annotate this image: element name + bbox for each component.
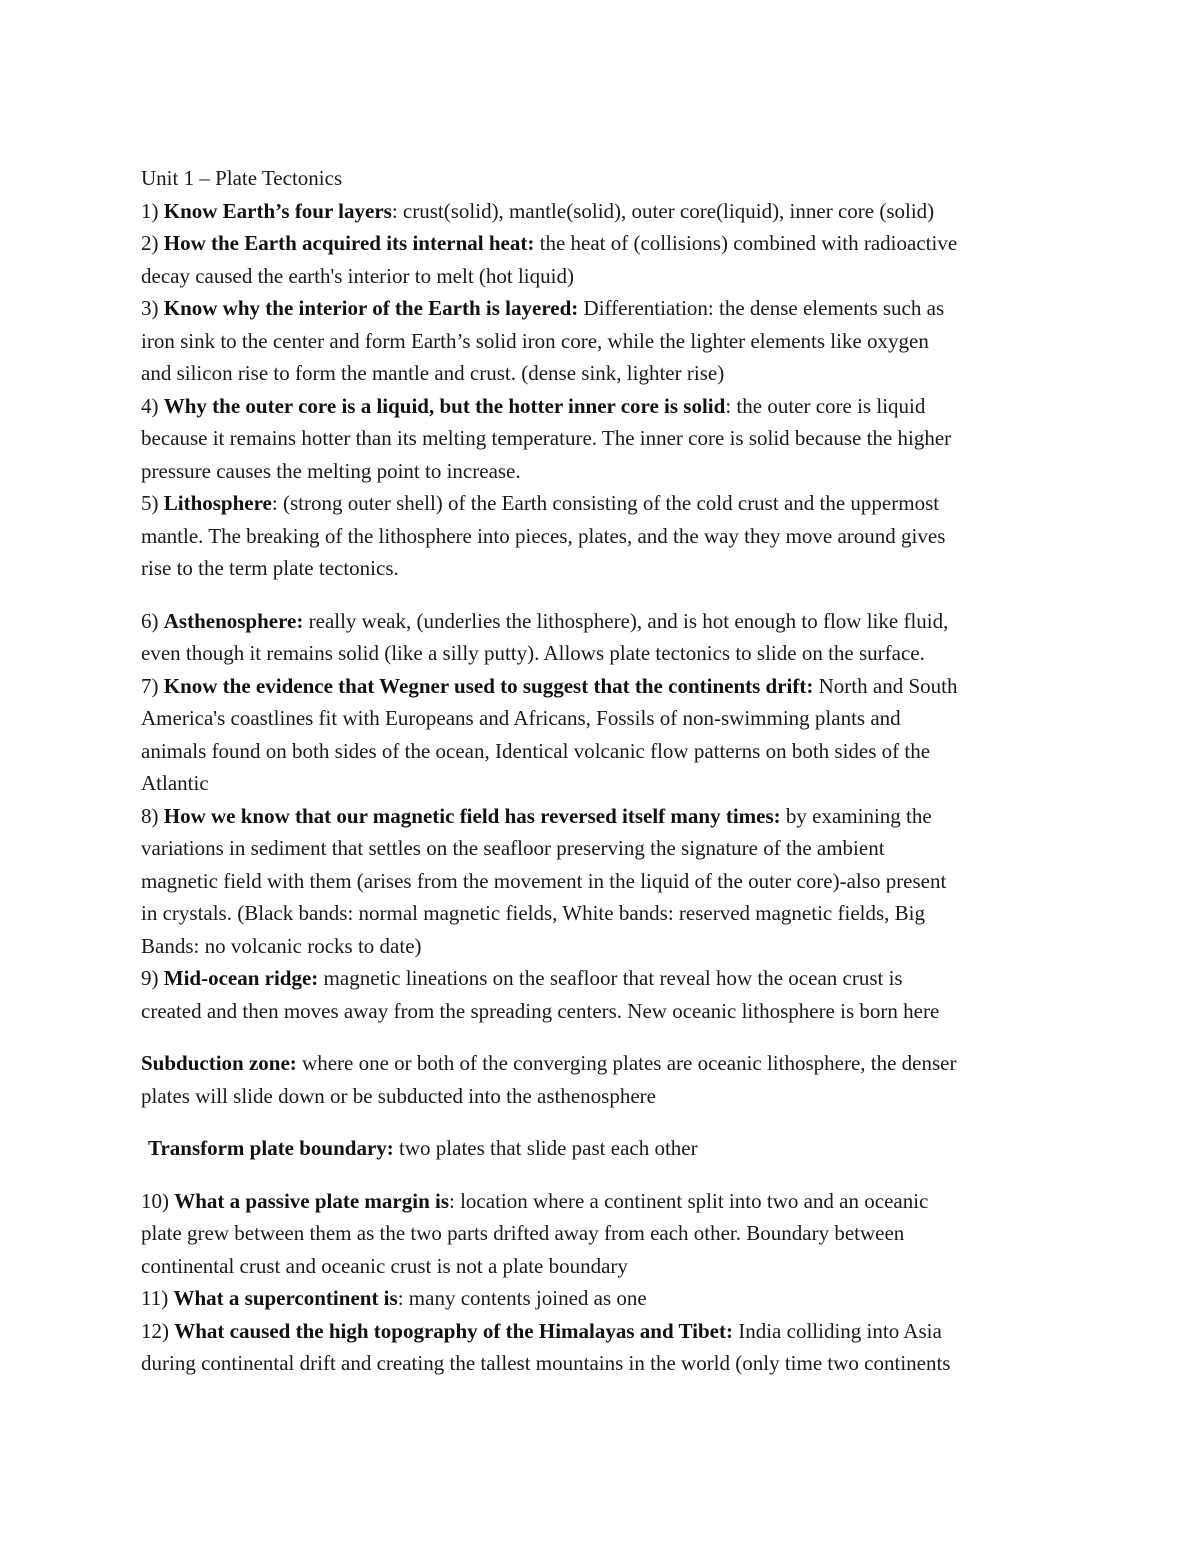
item-text: two plates that slide past each other [393, 1136, 698, 1160]
item-5-line-1 [141, 487, 1071, 520]
item-number: 11) [141, 1286, 174, 1310]
item-1-line-1 [141, 195, 1071, 228]
item-4-line-2: because it remains hotter than its melting temperature. The inner core is solid because the higher [141, 426, 952, 450]
item-heading: Lithosphere [163, 491, 272, 515]
transform-line-1 [141, 1132, 1071, 1165]
item-heading: Know Earth’s four layers [163, 198, 392, 223]
item-text: by examining the [780, 803, 932, 828]
item-text: : (strong outer shell) of the Earth consisting of the cold crust and the uppermost [271, 491, 940, 515]
item-3-line-1 [141, 292, 1071, 325]
paragraph-gap [141, 1112, 1071, 1132]
item-heading: What caused the high topography of the Himalayas and Tibet: [174, 1318, 733, 1343]
item-10-line-1 [141, 1185, 1071, 1218]
item-7-line-1 [141, 670, 1071, 703]
item-heading: Know why the interior of the Earth is layered: [163, 296, 579, 320]
paragraph-gap [141, 585, 1071, 605]
item-3-line-3: and silicon rise to form the mantle and crust. (dense sink, lighter rise) [141, 361, 725, 385]
item-12-line-2: during continental drift and creating the tallest mountains in the world (only time two continents [141, 1351, 951, 1375]
item-7-line-2: America's coastlines fit with Europeans and Africans, Fossils of non-swimming plants and [141, 706, 901, 730]
item-heading: Subduction zone: [141, 1051, 297, 1075]
subduction-line-2: plates will slide down or be subducted into the asthenosphere [141, 1083, 656, 1108]
item-8-line-2: variations in sediment that settles on the seafloor preserving the signature of the ambient [141, 836, 885, 860]
paragraph-gap [141, 1027, 1071, 1047]
item-number: 5) [141, 491, 164, 515]
item-text: Differentiation: the dense elements such as [578, 296, 945, 320]
item-3-line-2: iron sink to the center and form Earth’s solid iron core, while the lighter elements like oxygen [141, 328, 929, 353]
item-6-line-2: even though it remains solid (like a silly putty). Allows plate tectonics to slide on the surface. [141, 641, 925, 665]
item-7-line-3: animals found on both sides of the ocean, Identical volcanic flow patterns on both sides of the [141, 738, 931, 763]
item-text: : location where a continent split into two and an oceanic [449, 1188, 929, 1213]
item-text: : many contents joined as one [397, 1286, 647, 1310]
item-text: : crust(solid), mantle(solid), outer core(liquid), inner core (solid) [391, 198, 935, 223]
item-heading: Asthenosphere: [163, 608, 304, 633]
item-text: where one or both of the converging plates are oceanic lithosphere, the denser [296, 1051, 957, 1075]
item-heading: Mid-ocean ridge: [163, 966, 319, 990]
item-text: North and South [813, 673, 958, 698]
item-9-line-1 [141, 962, 1071, 995]
item-heading: Transform plate boundary: [148, 1136, 394, 1160]
item-number: 8) [141, 803, 164, 828]
item-heading: Why the outer core is a liquid, but the hotter inner core is solid [163, 393, 726, 418]
item-number: 9) [141, 966, 164, 990]
item-8-line-1 [141, 800, 1071, 833]
item-text: magnetic lineations on the seafloor that reveal how the ocean crust is [318, 966, 903, 990]
item-10-line-2: plate grew between them as the two parts drifted away from each other. Boundary between [141, 1221, 905, 1245]
item-11-line-1 [141, 1282, 1071, 1315]
item-heading: How the Earth acquired its internal heat: [163, 231, 535, 255]
item-number: 6) [141, 608, 164, 633]
item-number: 12) [141, 1318, 175, 1343]
item-text: really weak, (underlies the lithosphere), and is hot enough to flow like fluid, [303, 608, 949, 633]
item-heading: How we know that our magnetic field has reversed itself many times: [163, 803, 781, 828]
item-2-line-1 [141, 227, 1071, 260]
item-number: 7) [141, 673, 164, 698]
item-12-line-1 [141, 1315, 1071, 1348]
item-number: 1) [141, 198, 164, 223]
item-number: 10) [141, 1188, 175, 1213]
item-5-line-2: mantle. The breaking of the lithosphere into pieces, plates, and the way they move around gives [141, 523, 946, 548]
item-text: : the outer core is liquid [725, 393, 926, 418]
item-text: the heat of (collisions) combined with radioactive [534, 231, 958, 255]
item-heading: What a supercontinent is [173, 1286, 398, 1310]
item-7-line-4: Atlantic [141, 771, 209, 795]
document-title: Unit 1 – Plate Tectonics [141, 166, 343, 190]
item-heading: What a passive plate margin is [174, 1188, 450, 1213]
item-number: 2) [141, 231, 164, 255]
item-9-line-2: created and then moves away from the spreading centers. New oceanic lithosphere is born here [141, 998, 940, 1023]
item-8-line-3: magnetic field with them (arises from the movement in the liquid of the outer core)-also present [141, 868, 947, 893]
item-number: 4) [141, 393, 164, 418]
item-5-line-3: rise to the term plate tectonics. [141, 556, 399, 580]
paragraph-gap [141, 1165, 1071, 1185]
item-4-line-3: pressure causes the melting point to increase. [141, 458, 521, 483]
item-heading: Know the evidence that Wegner used to suggest that the continents drift: [163, 673, 814, 698]
item-6-line-1 [141, 605, 1071, 638]
item-2-line-2: decay caused the earth's interior to melt (hot liquid) [141, 263, 574, 288]
subduction-line-1 [141, 1047, 1071, 1080]
document-page [141, 162, 1071, 1380]
item-4-line-1 [141, 390, 1071, 423]
item-text: India colliding into Asia [732, 1318, 942, 1343]
item-8-line-4: in crystals. (Black bands: normal magnetic fields, White bands: reserved magnetic fields, Big [141, 901, 925, 925]
item-8-line-5: Bands: no volcanic rocks to date) [141, 933, 422, 958]
item-number: 3) [141, 296, 164, 320]
item-10-line-3: continental crust and oceanic crust is not a plate boundary [141, 1253, 628, 1278]
